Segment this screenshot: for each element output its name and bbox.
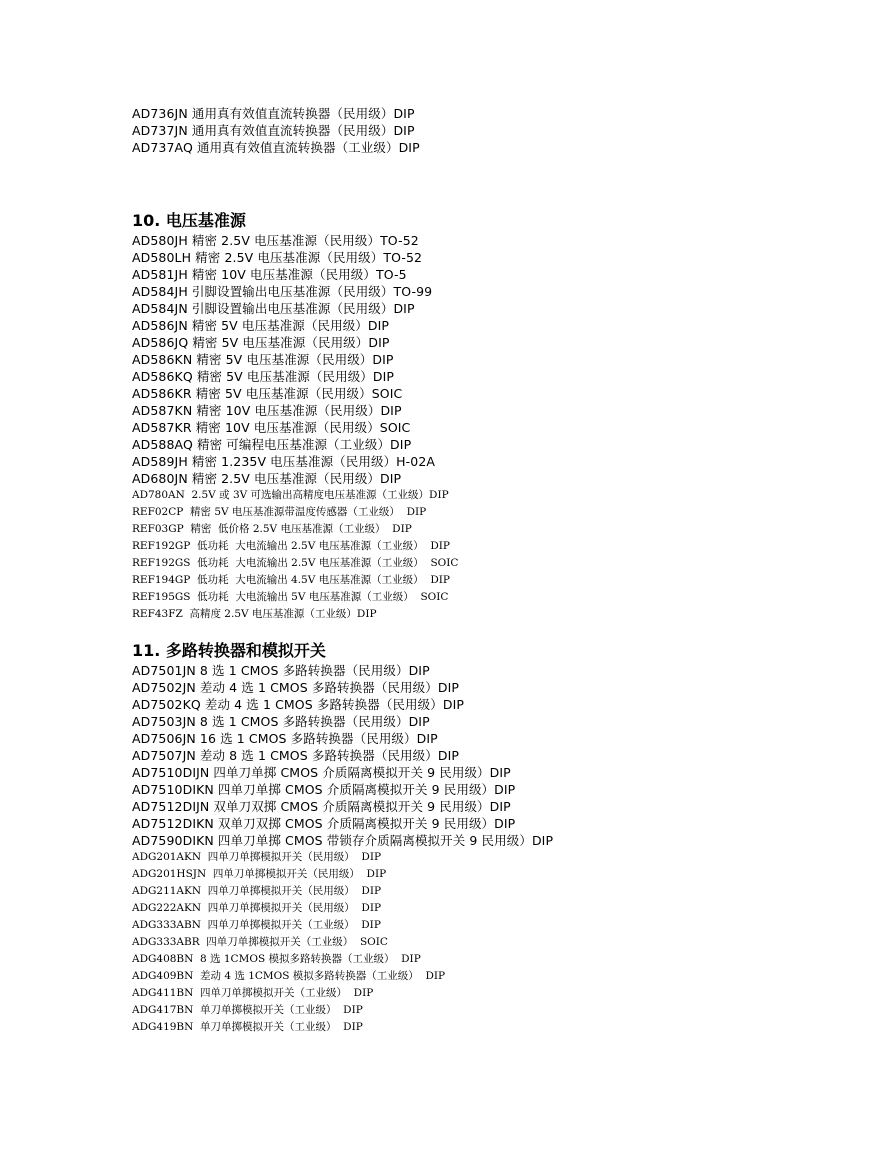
list-item: ADG211AKN 四单刀单掷模拟开关（民用级） DIP bbox=[132, 885, 382, 897]
section-voltage-reference bbox=[132, 210, 458, 623]
list-item: REF194GP 低功耗 大电流输出 4.5V 电压基准源（工业级） DIP bbox=[132, 574, 450, 586]
list-item: ADG408BN 8 选 1CMOS 模拟多路转换器（工业级） DIP bbox=[132, 953, 421, 965]
list-item: ADG201HSJN 四单刀单掷模拟开关（民用级） DIP bbox=[132, 868, 387, 880]
list-item: AD737JN 通用真有效值直流转换器（民用级）DIP bbox=[132, 123, 415, 138]
list-item: AD588AQ 精密 可编程电压基准源（工业级）DIP bbox=[132, 437, 412, 452]
list-item: AD580JH 精密 2.5V 电压基准源（民用级）TO-52 bbox=[132, 233, 419, 248]
list-item: REF192GP 低功耗 大电流输出 2.5V 电压基准源（工业级） DIP bbox=[132, 540, 450, 552]
list-item: ADG333ABR 四单刀单掷模拟开关（工业级） SOIC bbox=[132, 936, 388, 948]
intro-lines bbox=[132, 105, 420, 156]
section-heading: 11. 多路转换器和模拟开关 bbox=[132, 641, 326, 660]
list-item: AD584JH 引脚设置输出电压基准源（民用级）TO-99 bbox=[132, 284, 433, 299]
list-item: REF192GS 低功耗 大电流输出 2.5V 电压基准源（工业级） SOIC bbox=[132, 557, 459, 569]
section-heading: 10. 电压基准源 bbox=[132, 211, 246, 230]
list-item: ADG201AKN 四单刀单掷模拟开关（民用级） DIP bbox=[132, 851, 382, 863]
list-item: AD736JN 通用真有效值直流转换器（民用级）DIP bbox=[132, 106, 415, 121]
list-item: AD680JN 精密 2.5V 电压基准源（民用级）DIP bbox=[132, 471, 402, 486]
list-item: AD7512DIKN 双单刀双掷 CMOS 介质隔离模拟开关 9 民用级）DIP bbox=[132, 816, 516, 831]
list-item: AD581JH 精密 10V 电压基准源（民用级）TO-5 bbox=[132, 267, 407, 282]
list-item: AD7512DIJN 双单刀双掷 CMOS 介质隔离模拟开关 9 民用级）DIP bbox=[132, 799, 511, 814]
list-item: ADG417BN 单刀单掷模拟开关（工业级） DIP bbox=[132, 1004, 363, 1016]
list-item: REF195GS 低功耗 大电流输出 5V 电压基准源（工业级） SOIC bbox=[132, 591, 449, 603]
list-item: ADG222AKN 四单刀单掷模拟开关（民用级） DIP bbox=[132, 902, 382, 914]
list-item: AD586KQ 精密 5V 电压基准源（民用级）DIP bbox=[132, 369, 395, 384]
list-item: AD7507JN 差动 8 选 1 CMOS 多路转换器（民用级）DIP bbox=[132, 748, 460, 763]
list-item: AD7503JN 8 选 1 CMOS 多路转换器（民用级）DIP bbox=[132, 714, 430, 729]
list-item: REF43FZ 高精度 2.5V 电压基准源（工业级）DIP bbox=[132, 608, 377, 620]
list-item: AD584JN 引脚设置输出电压基准源（民用级）DIP bbox=[132, 301, 415, 316]
list-item: REF03GP 精密 低价格 2.5V 电压基准源（工业级） DIP bbox=[132, 523, 412, 535]
list-item: ADG411BN 四单刀单掷模拟开关（工业级） DIP bbox=[132, 987, 374, 999]
list-item: AD586KR 精密 5V 电压基准源（民用级）SOIC bbox=[132, 386, 403, 401]
list-item: AD589JH 精密 1.235V 电压基准源（民用级）H-02A bbox=[132, 454, 436, 469]
list-item: AD7510DIJN 四单刀单掷 CMOS 介质隔离模拟开关 9 民用级）DIP bbox=[132, 765, 511, 780]
list-item: REF02CP 精密 5V 电压基准源带温度传感器（工业级） DIP bbox=[132, 506, 427, 518]
list-item: AD7506JN 16 选 1 CMOS 多路转换器（民用级）DIP bbox=[132, 731, 438, 746]
list-item: AD737AQ 通用真有效值直流转换器（工业级）DIP bbox=[132, 140, 420, 155]
list-item: AD7501JN 8 选 1 CMOS 多路转换器（民用级）DIP bbox=[132, 663, 430, 678]
list-item: AD7502JN 差动 4 选 1 CMOS 多路转换器（民用级）DIP bbox=[132, 680, 460, 695]
section-multiplexers-switches bbox=[132, 640, 553, 1036]
list-item: ADG409BN 差动 4 选 1CMOS 模拟多路转换器（工业级） DIP bbox=[132, 970, 446, 982]
list-item: AD587KR 精密 10V 电压基准源（民用级）SOIC bbox=[132, 420, 411, 435]
list-item: AD7510DIKN 四单刀单掷 CMOS 介质隔离模拟开关 9 民用级）DIP bbox=[132, 782, 516, 797]
list-item: AD586KN 精密 5V 电压基准源（民用级）DIP bbox=[132, 352, 394, 367]
list-item: AD580LH 精密 2.5V 电压基准源（民用级）TO-52 bbox=[132, 250, 423, 265]
list-item: AD587KN 精密 10V 电压基准源（民用级）DIP bbox=[132, 403, 402, 418]
list-item: AD7590DIKN 四单刀单掷 CMOS 带锁存介质隔离模拟开关 9 民用级）DIP bbox=[132, 833, 554, 848]
list-item: AD586JN 精密 5V 电压基准源（民用级）DIP bbox=[132, 318, 390, 333]
list-item: AD780AN 2.5V 或 3V 可选输出高精度电压基准源（工业级）DIP bbox=[132, 489, 449, 501]
list-item: ADG333ABN 四单刀单掷模拟开关（工业级） DIP bbox=[132, 919, 381, 931]
list-item: AD586JQ 精密 5V 电压基准源（民用级）DIP bbox=[132, 335, 390, 350]
list-item: ADG419BN 单刀单掷模拟开关（工业级） DIP bbox=[132, 1021, 363, 1033]
list-item: AD7502KQ 差动 4 选 1 CMOS 多路转换器（民用级）DIP bbox=[132, 697, 465, 712]
